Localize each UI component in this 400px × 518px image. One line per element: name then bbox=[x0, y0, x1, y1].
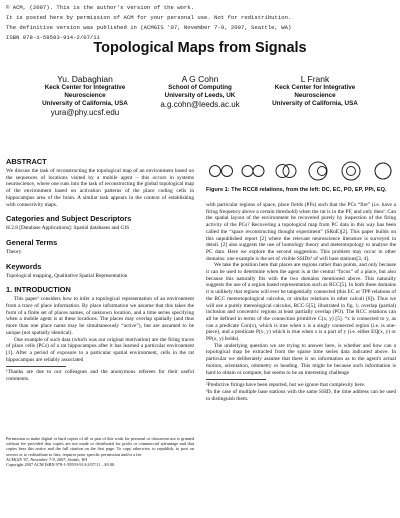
body-paragraph: The underlying question we are trying to answer here, is whether and how can a topological map be extracted from the sparse time series data indicated above. In particular we deliberately assume that there is no information as to the agent's actual motion, orientation, odometry or heading. This might be because such information is hard to obtain or compute, but seems to be an interesting challenge bbox=[206, 342, 396, 376]
footnote: ²Predictive firings have been reported, but we ignore that complexity here. bbox=[206, 382, 366, 389]
author-affiliation: University of California, USA bbox=[272, 100, 358, 108]
permission-block bbox=[6, 436, 194, 467]
keywords-heading: Keywords bbox=[6, 261, 42, 271]
permission-line: It is posted here by permission of ACM for your personal use. Not for redistribution. bbox=[6, 14, 292, 21]
abstract-text: We discuss the task of reconstructing the topological map of an environment based on the sequences of locations visited by a mobile agent – this occurs in systems neuroscience, where one runs into the task of reconstructing the global topological map of the environment based on activation patterns of the place coding cells in hippocampus area of the brain. A similar task appears in the context of establishing with connectivity maps. bbox=[6, 168, 194, 208]
rcc8-figure bbox=[208, 158, 396, 184]
terms-text: Theory bbox=[6, 248, 22, 255]
rcc-po-diagram bbox=[273, 158, 299, 184]
introduction-heading: 1. INTRODUCTION bbox=[6, 285, 71, 295]
rcc-eq-diagram bbox=[370, 158, 396, 184]
author-affiliation: Keck Center for Integrative bbox=[44, 84, 126, 91]
paper-title: Topological Maps from Signals bbox=[93, 40, 307, 56]
permission-text: Permission to make digital or hard copies of all or part of this work for personal or classroom use is granted without fee provided that copies are not made or distributed for profit or commercial advantage and that copies bear this notice and the full citation on the first page. To copy otherwise, to republish, to post on servers or to redistribute to lists, requires prior specific permission and/or a fee. bbox=[6, 436, 194, 457]
publication-line: The definitive version was published in (ACMGIS '07, November 7-9, 2007, Seattle, WA) bbox=[6, 24, 292, 31]
footnote: ³In the case of multiple base stations with the same SSID, the time address can be used to distinguish them. bbox=[206, 388, 396, 402]
author-affiliation: School of Computing bbox=[168, 84, 232, 91]
keywords-text: Topological mapping, Qualitative Spatial Representation bbox=[6, 272, 128, 279]
intro-paragraph: One example of such data (which was our original motivation) are the firing traces of place cells (PCs) of a rat hippocampus after it has learned a particular environment [1]. After a period of exposure to a particular spatial environment, cells in the rat hippocampus are reliably associated bbox=[6, 336, 194, 363]
rcc-ppi-diagram bbox=[338, 158, 364, 184]
abstract-heading: ABSTRACT bbox=[6, 157, 47, 166]
copyright-notice: Copyright 2007 ACM ISBN 978-1-59593-914-2/07/11 ...$5.00. bbox=[6, 462, 116, 468]
footnote-rule bbox=[6, 366, 66, 367]
terms-heading: General Terms bbox=[6, 237, 58, 247]
rcc-ec-diagram bbox=[240, 158, 266, 184]
conference-line: ACMGIS '07, November 7-9, 2007, Seattle, WA bbox=[6, 456, 88, 462]
author-affiliation: Keck Center for Integrative bbox=[274, 84, 356, 91]
author-affiliation: Neuroscience bbox=[64, 92, 106, 100]
categories-heading: Categories and Subject Descriptors bbox=[6, 214, 132, 224]
footnote: ¹Thanks are due to our colleagues and the anonymous referees for their useful comments. bbox=[6, 369, 194, 383]
author-email: yura@phy.ucsf.edu bbox=[50, 108, 120, 118]
author-block bbox=[25, 74, 145, 117]
rcc-ep-diagram bbox=[305, 158, 331, 184]
categories-text: H.2.8 [Database Applications]: Spatial databases and GIS bbox=[6, 225, 130, 232]
figure-caption: Figure 1: The RCC8 relations, from the left: DC, EC, PO, EP, PPi, EQ. bbox=[206, 187, 387, 193]
isbn-line: ISBN 978-1-59593-914-2/07/11 bbox=[6, 34, 100, 41]
author-name: L Frank bbox=[300, 74, 330, 84]
author-affiliation: University of California, USA bbox=[42, 100, 128, 108]
author-block bbox=[255, 74, 375, 108]
author-affiliation: Neuroscience bbox=[294, 92, 336, 100]
author-name: Yu. Dabaghian bbox=[57, 74, 113, 84]
copyright-line: © ACM, (2007). This is the author's version of the work. bbox=[6, 4, 194, 11]
author-email: a.g.cohn@leeds.ac.uk bbox=[160, 100, 240, 110]
body-paragraph: We take the position here that places are regions rather than points, and only because it can be used to determine when the agent is at the central “focus” of a place, but also because this naturally fits with the two domains mentioned above. This naturally suggests the use of a region based representation such as RCC[5]. In both these domains it is unlikely that regions will ever be tangentially connected (this EC or TPP relations of the RCC mereotopological calculus, or similar relations in other calculi [6]). Thus we will use a purely mereological calculus, RCC-5[5], illustrated in fig. 1; overlap (partial) inclusion and concentric regions at least partially overlap (PO). The RCC relations can all be defined in terms of the connection primitive C(x, y) [5]. “x is connected to y, as can a predicate Con(x), which is true when x is a singly connected region (i.e. is one-piece), and a predicate P(x, y) which is true when x is a part of y (i.e. either EQ(x, y) or PP(x, y) holds). bbox=[206, 262, 396, 343]
author-block bbox=[140, 74, 260, 109]
author-name: A G Cohn bbox=[181, 74, 219, 84]
rcc-dc-diagram bbox=[208, 158, 234, 184]
footnote-rule bbox=[206, 379, 266, 380]
body-paragraph: with particular regions of space, place fields (PFs) such that the PCs “fire” (i.e. have a firing frequency above a certain threshold) when the rat is in the PF, and only then². Can the spatial layout of the environment be recovered purely by inspection of the firing activity of the PCs? Recovering a topological map from PC data in this way has been called the “space reconstructing thought experiment” (SRnE)[2]. This paper builds on this unpublished report [2] where the relevant neuroscience literature is surveyed in detail. [2] also suggests the use of homology theory and meterotopology to analyse the PC data. Here we explore the second suggestion. This problem may occur in other domains: one example is the set of visible SSIDs³ of wifi base stations[3, 4]. bbox=[206, 202, 396, 262]
left-column bbox=[6, 153, 194, 383]
author-affiliation: University of Leeds, UK bbox=[164, 92, 236, 100]
right-column bbox=[206, 202, 396, 402]
intro-paragraph: This paper¹ considers how to infer a topological representation of an environment from a trace of place information. By place information we assume that this takes the form of a finite set of places names, of unknown location, and a time series specifying when a mobile agent is at these locations. The places may overlap spatially (and thus more than one place name may be simultaneously “active”), but are assumed to be unique (not spatially identical). bbox=[6, 296, 194, 336]
